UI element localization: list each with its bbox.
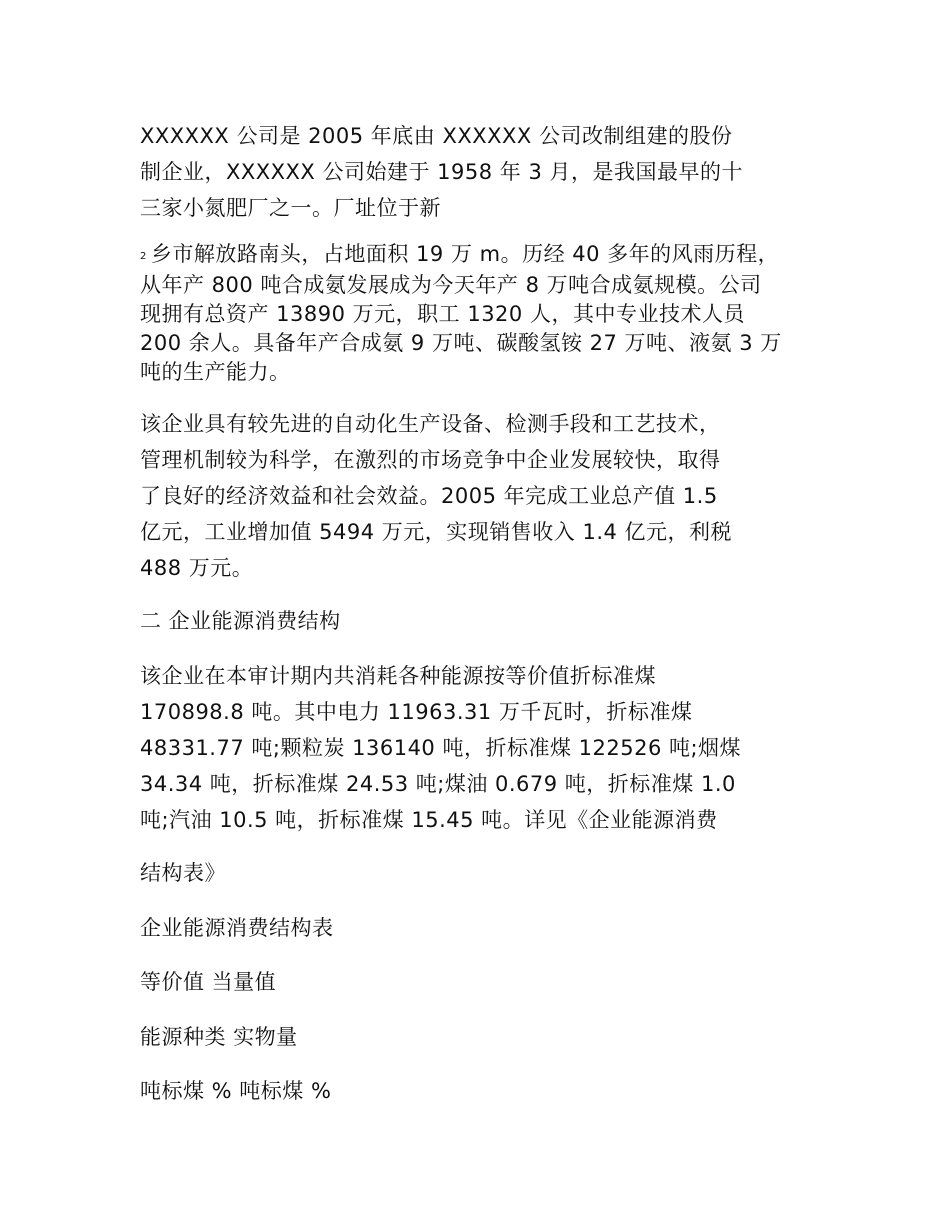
text-line: 48331.77 吨;颗粒炭 136140 吨，折标准煤 122526 吨;烟煤 [140, 736, 742, 760]
text-line: XXXXXX 公司是 2005 年底由 XXXXXX 公司改制组建的股份 [140, 124, 733, 148]
paragraph-company-intro [140, 118, 743, 226]
footnote-marker: 2 [140, 251, 147, 262]
text-line: 吨的生产能力。 [140, 360, 291, 384]
text-line: 了良好的经济效益和社会效益。2005 年完成工业总产值 1.5 [140, 484, 718, 508]
paragraph-company-location [140, 240, 782, 387]
table-header-row-2: 能源种类 实物量 [140, 1025, 298, 1049]
table-title: 企业能源消费结构表 [140, 916, 334, 940]
text-line: 34.34 吨，折标准煤 24.53 吨;煤油 0.679 吨，折标准煤 1.0 [140, 772, 736, 796]
text-line: 该企业在本审计期内共消耗各种能源按等价值折标准煤 [140, 664, 656, 688]
table-header-row-3: 吨标煤 % 吨标煤 % [140, 1079, 332, 1103]
text-line: 170898.8 吨。其中电力 11963.31 万千瓦时，折标准煤 [140, 700, 693, 724]
text-line: 现拥有总资产 13890 万元，职工 1320 人，其中专业技术人员 [140, 302, 745, 326]
paragraph-table-reference: 结构表》 [140, 861, 226, 885]
section-heading: 二 企业能源消费结构 [140, 609, 341, 633]
text-line: 200 余人。具备年产合成氨 9 万吨、碳酸氢铵 27 万吨、液氨 3 万 [140, 331, 782, 355]
text-line: 乡市解放路南头，占地面积 19 万 m。历经 40 多年的风雨历程， [150, 242, 780, 266]
text-line: 三家小氮肥厂之一。厂址位于新 [140, 196, 441, 220]
table-header-row-1: 等价值 当量值 [140, 970, 277, 994]
text-line: 亿元，工业增加值 5494 万元，实现销售收入 1.4 亿元，利税 [140, 520, 733, 544]
text-line: 管理机制较为科学，在激烈的市场竞争中企业发展较快，取得 [140, 448, 721, 472]
paragraph-company-performance [140, 406, 732, 586]
text-line: 制企业，XXXXXX 公司始建于 1958 年 3 月，是我国最早的十 [140, 160, 743, 184]
text-line: 吨;汽油 10.5 吨，折标准煤 15.45 吨。详见《企业能源消费 [140, 808, 718, 832]
text-line: 从年产 800 吨合成氨发展成为今天年产 8 万吨合成氨规模。公司 [140, 273, 762, 297]
text-line: 488 万元。 [140, 556, 254, 580]
text-line: 该企业具有较先进的自动化生产设备、检测手段和工艺技术， [140, 412, 721, 436]
paragraph-energy-consumption [140, 658, 741, 838]
